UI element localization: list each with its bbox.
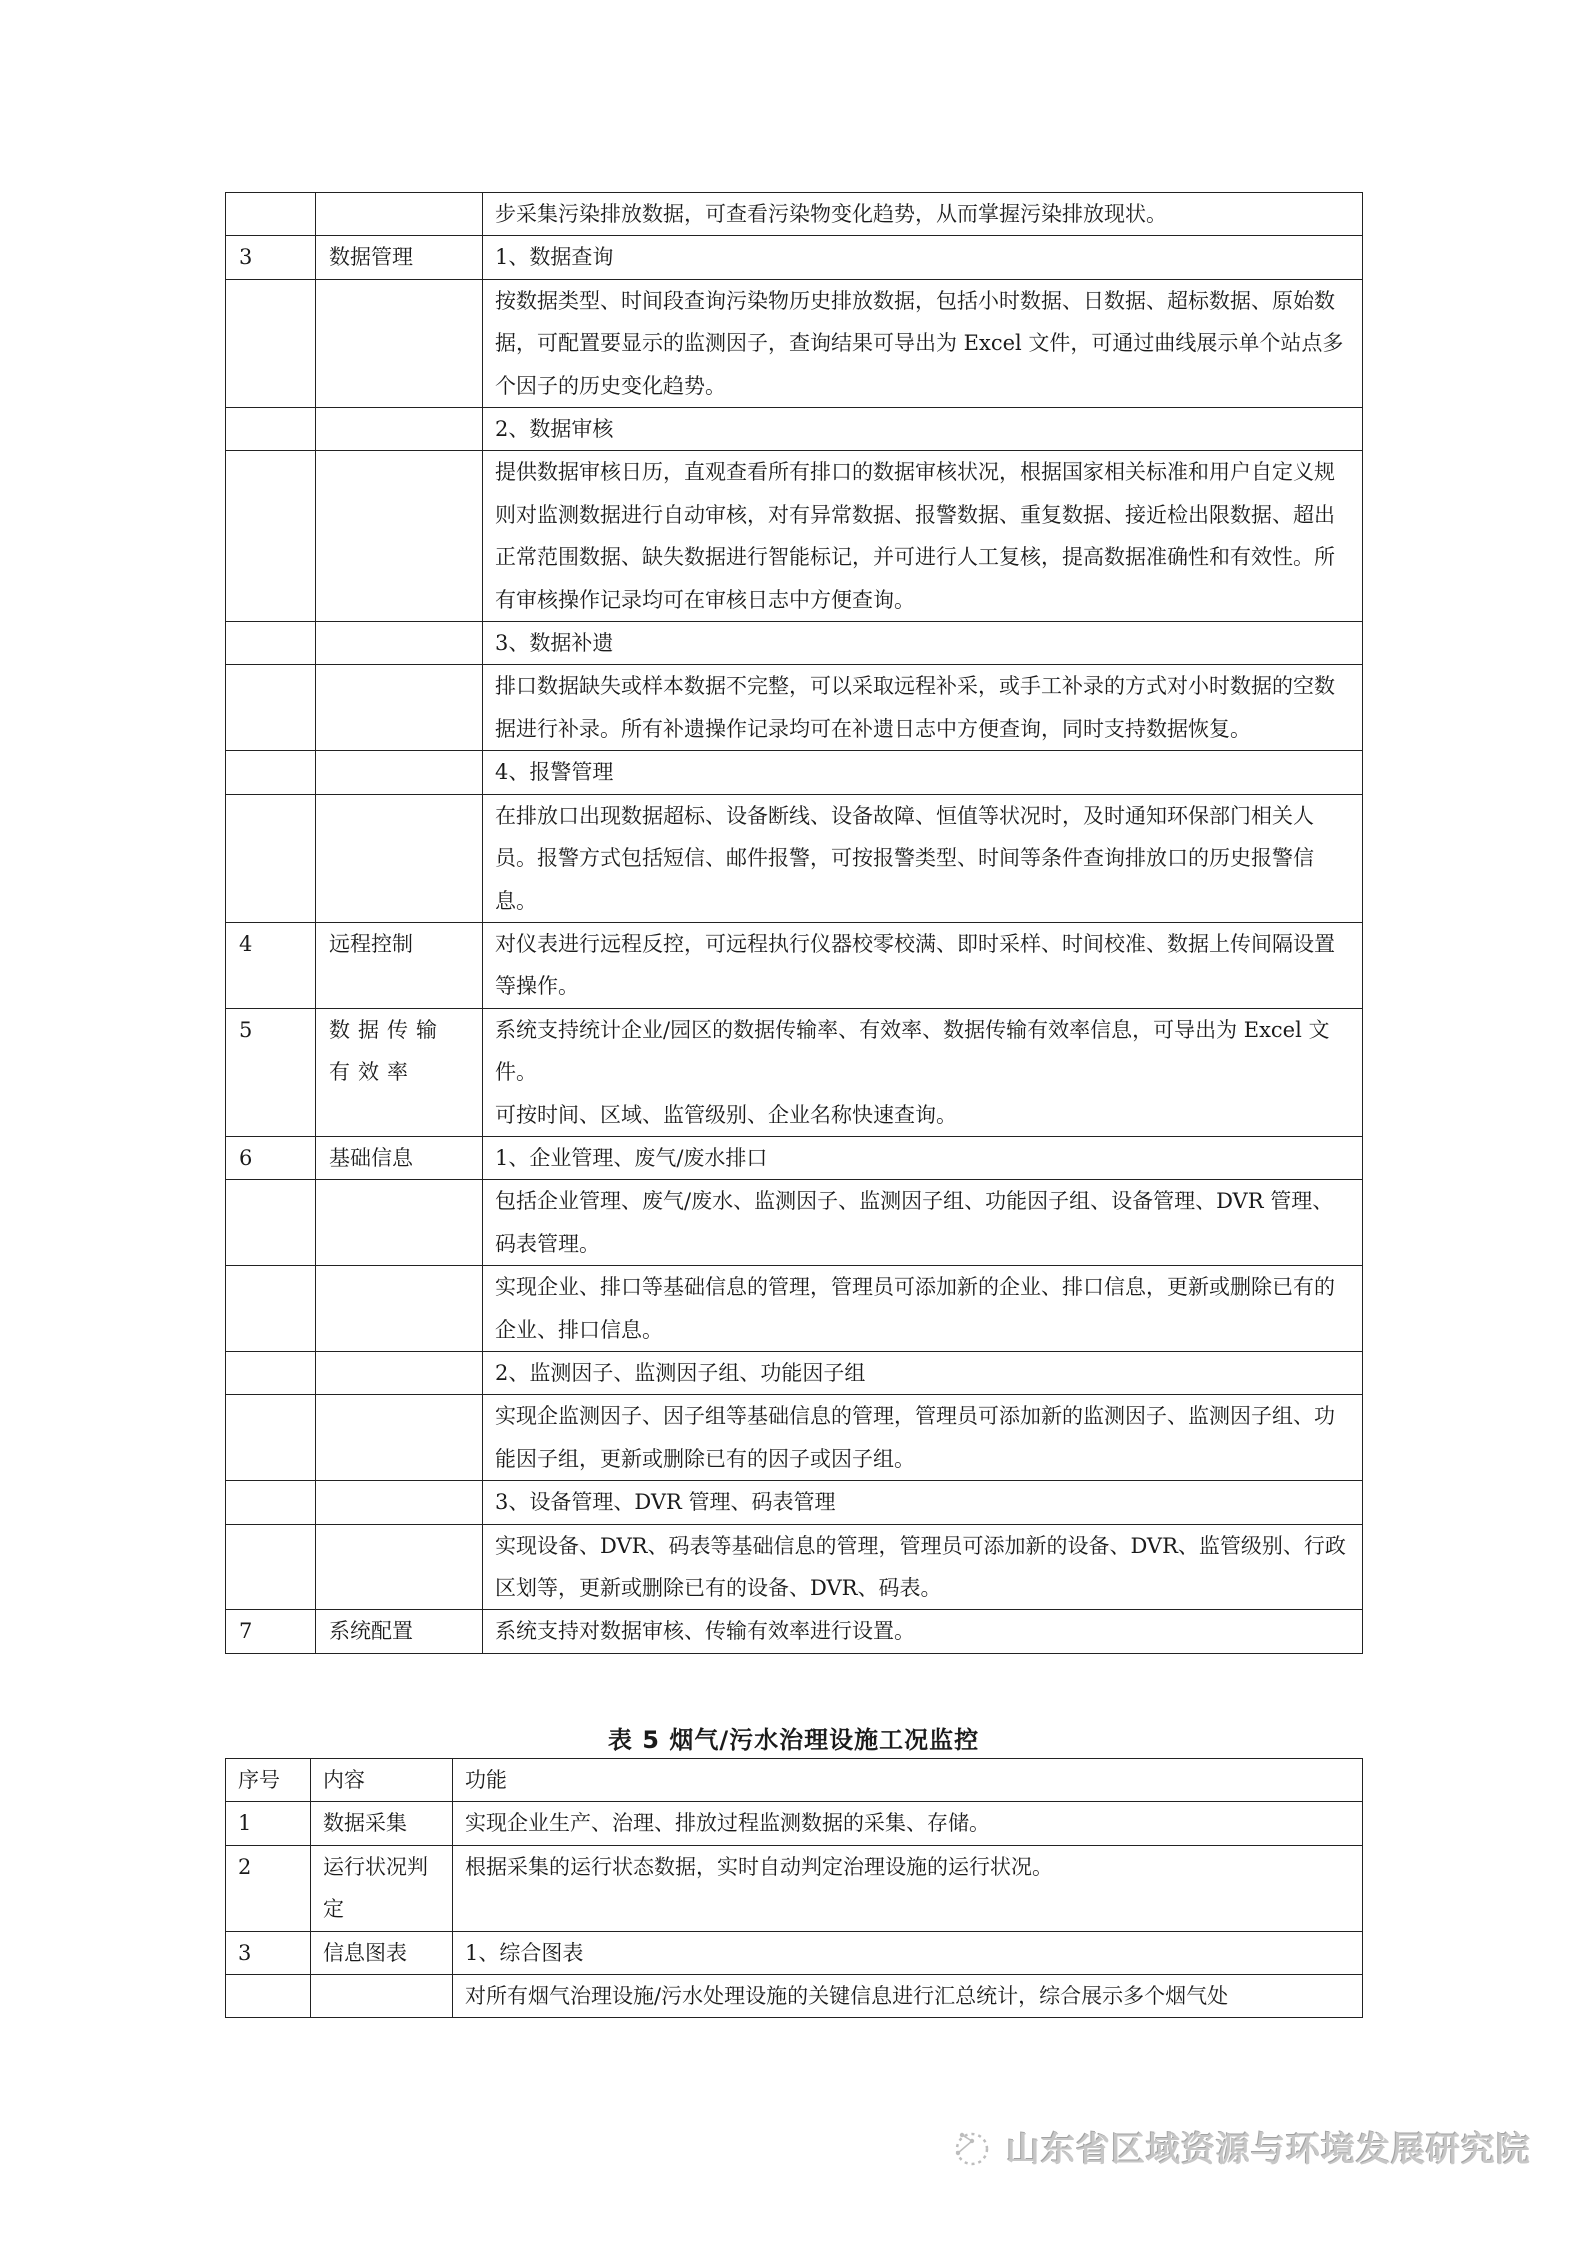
row-item xyxy=(316,451,483,622)
row-item: 数据管理 xyxy=(316,236,483,279)
row-function-text: 系统支持统计企业/园区的数据传输率、有效率、数据传输有效率信息，可导出为 Excel 文件。 xyxy=(495,1017,1330,1085)
row-number xyxy=(226,1975,311,2018)
table-row xyxy=(226,1931,1363,1974)
row-function: 3、数据补遗 xyxy=(483,622,1363,665)
row-function: 排口数据缺失或样本数据不完整，可以采取远程补采，或手工补录的方式对小时数据的空数据进行补录。所有补遗操作记录均可在补遗日志中方便查询，同时支持数据恢复。 xyxy=(483,665,1363,751)
row-number: 6 xyxy=(226,1136,316,1179)
row-function: 1、数据查询 xyxy=(483,236,1363,279)
row-item xyxy=(316,665,483,751)
row-item xyxy=(316,1524,483,1610)
table-row xyxy=(226,451,1363,622)
row-item xyxy=(316,279,483,407)
row-function: 实现设备、DVR、码表等基础信息的管理，管理员可添加新的设备、DVR、监管级别、行政区划等，更新或删除已有的设备、DVR、码表。 xyxy=(483,1524,1363,1610)
row-function: 2、数据审核 xyxy=(483,408,1363,451)
table-row xyxy=(226,1351,1363,1394)
row-function: 包括企业管理、废气/废水、监测因子、监测因子组、功能因子组、设备管理、DVR 管理、码表管理。 xyxy=(483,1180,1363,1266)
row-function: 对仪表进行远程反控，可远程执行仪器校零校满、即时采样、时间校准、数据上传间隔设置等操作。 xyxy=(483,922,1363,1008)
row-function xyxy=(483,1008,1363,1136)
facility-monitoring-table xyxy=(225,1758,1363,2018)
row-function: 按数据类型、时间段查询污染物历史排放数据，包括小时数据、日数据、超标数据、原始数据，可配置要显示的监测因子，查询结果可导出为 Excel 文件，可通过曲线展示单个站点多个因子的历史变化趋势。 xyxy=(483,279,1363,407)
row-item xyxy=(316,408,483,451)
table-row xyxy=(226,408,1363,451)
row-number xyxy=(226,622,316,665)
row-function: 实现企业、排口等基础信息的管理，管理员可添加新的企业、排口信息，更新或删除已有的企业、排口信息。 xyxy=(483,1266,1363,1352)
row-number: 4 xyxy=(226,922,316,1008)
row-function: 1、综合图表 xyxy=(453,1931,1363,1974)
row-function: 1、企业管理、废气/废水排口 xyxy=(483,1136,1363,1179)
row-item: 远程控制 xyxy=(316,922,483,1008)
row-function: 系统支持对数据审核、传输有效率进行设置。 xyxy=(483,1610,1363,1653)
table-row xyxy=(226,1524,1363,1610)
row-number xyxy=(226,1395,316,1481)
data-management-table-continued xyxy=(225,192,1363,1654)
table-row xyxy=(226,1395,1363,1481)
table-row xyxy=(226,751,1363,794)
table-row xyxy=(226,1266,1363,1352)
row-number xyxy=(226,1180,316,1266)
header-item: 内容 xyxy=(311,1759,453,1802)
row-number xyxy=(226,1481,316,1524)
table-row xyxy=(226,622,1363,665)
row-item xyxy=(316,1180,483,1266)
row-function: 在排放口出现数据超标、设备断线、设备故障、恒值等状况时，及时通知环保部门相关人员。报警方式包括短信、邮件报警，可按报警类型、时间等条件查询排放口的历史报警信息。 xyxy=(483,794,1363,922)
row-item: 系统配置 xyxy=(316,1610,483,1653)
row-number xyxy=(226,279,316,407)
table-row xyxy=(226,1845,1363,1931)
row-function: 提供数据审核日历，直观查看所有排口的数据审核状况，根据国家相关标准和用户自定义规则对监测数据进行自动审核，对有异常数据、报警数据、重复数据、接近检出限数据、超出正常范围数据、缺失数据进行智能标记，并可进行人工复核，提高数据准确性和有效性。所有审核操作记录均可在审核日志中方便查询。 xyxy=(483,451,1363,622)
watermark xyxy=(948,2122,1531,2171)
row-number xyxy=(226,193,316,236)
row-number xyxy=(226,1351,316,1394)
table-row xyxy=(226,1180,1363,1266)
row-number xyxy=(226,751,316,794)
table-row xyxy=(226,1136,1363,1179)
row-item xyxy=(316,193,483,236)
row-item: 信息图表 xyxy=(311,1931,453,1974)
row-function: 对所有烟气治理设施/污水处理设施的关键信息进行汇总统计，综合展示多个烟气处 xyxy=(453,1975,1363,2018)
row-number xyxy=(226,1266,316,1352)
table-row xyxy=(226,1802,1363,1845)
table-row xyxy=(226,1008,1363,1136)
row-function: 步采集污染排放数据，可查看污染物变化趋势，从而掌握污染排放现状。 xyxy=(483,193,1363,236)
table-row xyxy=(226,1975,1363,2018)
table-row xyxy=(226,1610,1363,1653)
row-function: 2、监测因子、监测因子组、功能因子组 xyxy=(483,1351,1363,1394)
row-number xyxy=(226,1524,316,1610)
row-item xyxy=(316,751,483,794)
row-number xyxy=(226,794,316,922)
row-item xyxy=(316,1395,483,1481)
row-number: 7 xyxy=(226,1610,316,1653)
row-item: 运行状况判定 xyxy=(311,1845,453,1931)
row-number xyxy=(226,665,316,751)
watermark-text: 山东省区域资源与环境发展研究院 xyxy=(1006,2130,1531,2170)
row-function: 根据采集的运行状态数据，实时自动判定治理设施的运行状况。 xyxy=(453,1845,1363,1931)
table-caption: 表 5 烟气/污水治理设施工况监控 xyxy=(607,1726,980,1754)
row-item: 基础信息 xyxy=(316,1136,483,1179)
table-header-row xyxy=(226,1759,1363,1802)
row-number: 3 xyxy=(226,236,316,279)
table-row xyxy=(226,193,1363,236)
row-number: 1 xyxy=(226,1802,311,1845)
row-number: 3 xyxy=(226,1931,311,1974)
row-item: 数据采集 xyxy=(311,1802,453,1845)
row-number xyxy=(226,451,316,622)
row-function-extra: 可按时间、区域、监管级别、企业名称快速查询。 xyxy=(495,1102,957,1127)
header-function: 功能 xyxy=(453,1759,1363,1802)
table-row xyxy=(226,665,1363,751)
row-item xyxy=(311,1975,453,2018)
row-number: 2 xyxy=(226,1845,311,1931)
row-function: 4、报警管理 xyxy=(483,751,1363,794)
table-row xyxy=(226,794,1363,922)
row-item: 数据传输有效率 xyxy=(316,1008,483,1136)
row-number: 5 xyxy=(226,1008,316,1136)
row-number xyxy=(226,408,316,451)
row-function: 实现企业生产、治理、排放过程监测数据的采集、存储。 xyxy=(453,1802,1363,1845)
table-row xyxy=(226,236,1363,279)
row-item xyxy=(316,1266,483,1352)
row-item xyxy=(316,622,483,665)
table-row xyxy=(226,922,1363,1008)
header-number: 序号 xyxy=(226,1759,311,1802)
wechat-official-account-icon xyxy=(948,2123,996,2171)
row-item xyxy=(316,1351,483,1394)
row-function: 3、设备管理、DVR 管理、码表管理 xyxy=(483,1481,1363,1524)
table-row xyxy=(226,279,1363,407)
row-item xyxy=(316,794,483,922)
row-item xyxy=(316,1481,483,1524)
row-function: 实现企监测因子、因子组等基础信息的管理，管理员可添加新的监测因子、监测因子组、功能因子组，更新或删除已有的因子或因子组。 xyxy=(483,1395,1363,1481)
table-row xyxy=(226,1481,1363,1524)
